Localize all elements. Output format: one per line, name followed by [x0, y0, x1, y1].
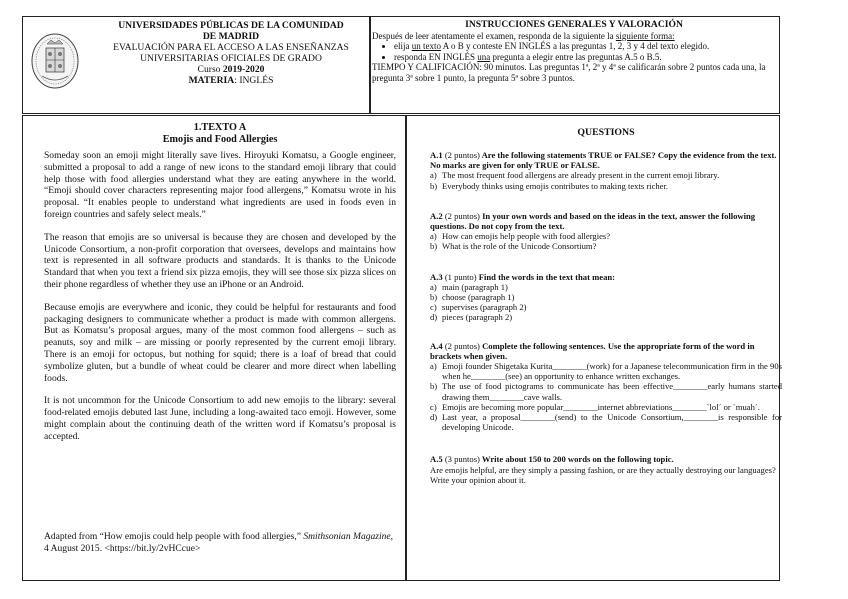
- text-source: [44, 531, 396, 555]
- course-value: 2019-2020: [222, 64, 265, 75]
- intro-underlined: siguiente forma:: [615, 30, 675, 41]
- list-item: c) Emojis are becoming more popular________internet abbreviations________`lol´ or `muah´.: [430, 401, 760, 412]
- instruction-bullet-2: • responda EN INGLÉS una pregunta a elegir entre las preguntas A.5 o B.5.: [394, 52, 776, 63]
- instructions-intro: [372, 31, 776, 42]
- questions-title: QUESTIONS: [577, 127, 635, 138]
- instructions-list: [372, 41, 776, 62]
- text-a-subtitle: Emojis and Food Allergies: [162, 134, 278, 145]
- exam-line2: UNIVERSITARIAS OFICIALES DE GRADO: [140, 53, 322, 64]
- question-a5-body: Are emojis helpful, are they simply a passing fashion, or are they actually destroying our languages? Write your opinion about it.: [430, 464, 776, 485]
- list-item: d) pieces (paragraph 2): [430, 312, 513, 323]
- paragraph-4: It is not uncommon for the Unicode Consortium to add new emojis to the library: several food-related emojis debuted last June, including a long-awaited taco emoji. However, some might complain about the continuing death of the written word if Komatsu’s proposal is accepted.: [44, 395, 396, 442]
- question-a4: A.4 (2 puntos) Complete the following sentences. Use the appropriate form of the word in brackets when given. a) Emoji founder Shigetaka Kurita________(work) for a Japanese telecommunication firm in the 90s when he________(see) an opportunity to enhance written exchanges. b) The use of food pictograms to communicate has been effective________early humans started drawing them________cave walls. c) Emojis are becoming more popular________internet abbreviations________`lol´ or `muah´. d) Last year, a proposal________(send) to the Unicode Consortium,________is responsible for developing Unicode.: [430, 340, 782, 433]
- exam-line1: EVALUACIÓN PARA EL ACCESO A LAS ENSEÑANZAS: [113, 42, 349, 53]
- list-item: b) Everybody thinks using emojis contributes to making texts richer.: [430, 180, 669, 191]
- list-item: b) What is the role of the Unicode Consortium?: [430, 241, 597, 252]
- source-publication: Smithsonian Magazine: [303, 531, 391, 542]
- header-instructions-block: [372, 20, 776, 84]
- text-a-body: [44, 150, 396, 454]
- question-a3: A.3 (1 punto) Find the words in the text that mean: a) main (paragraph 1) b) choose (paragraph 1) c) supervises (paragraph 2) d) pieces (paragraph 2): [430, 272, 782, 323]
- text-a-title: 1.TEXTO A: [193, 122, 247, 133]
- list-item: d) Last year, a proposal________(send) to the Unicode Consortium,________is responsible for developing Unicode.: [430, 412, 782, 433]
- text-a-heading: [44, 122, 396, 146]
- question-a5: A.5 (3 puntos) Write about 150 to 200 words on the following topic. Are emojis helpful, are they simply a passing fashion, or are they actually destroying our languages? Write your opinion about it.: [430, 454, 782, 485]
- list-item: a) main (paragraph 1): [430, 281, 508, 292]
- paragraph-1: Someday soon an emoji might literally save lives. Hiroyuki Komatsu, a Google engineer, submitted a proposal to add a range of new icons to the standard emoji library that could help those with food allergies understand what they are eating anywhere in the world. “Emoji should cover characters representing major food allergens,” Komatsu wrote in his proposal. “It enables people to understand what ingredients are used in foods even in foreign countries and safely select meals.”: [44, 150, 396, 220]
- questions-list: [430, 150, 782, 498]
- header-university-block: [100, 20, 362, 86]
- paragraph-2: The reason that emojis are so universal is because they are chosen and developed by the Unicode Consortium, a non-profit corporation that oversees, develops and maintains how text is represented in all software products and standards. It is thanks to the Unicode Standard that when you text a friend six pizza emojis, they will see those six pizza slices on their phone regardless of whether they use an iPhone or an Android.: [44, 231, 396, 290]
- list-item: b) choose (paragraph 1): [430, 292, 515, 303]
- university-line2: DE MADRID: [202, 31, 260, 42]
- list-item: a) How can emojis help people with food allergies?: [430, 231, 611, 242]
- question-a2: A.2 (2 puntos) In your own words and based on the ideas in the text, answer the following questions. Do not copy from the text. a) How can emojis help people with food allergies? b) What is the role of the Unicode Consortium?: [430, 211, 782, 252]
- university-line1: UNIVERSIDADES PÚBLICAS DE LA COMUNIDAD: [118, 20, 344, 31]
- list-item: a) The most frequent food allergens are already present in the current emoji library.: [430, 170, 720, 181]
- course-line: [100, 64, 362, 75]
- source-suffix: , 4 August 2015. <https://bit.ly/2vHCcue>: [44, 531, 394, 554]
- subject-label: MATERIA: [188, 75, 235, 86]
- time-and-grading: TIEMPO Y CALIFICACIÓN: 90 minutos. Las preguntas 1ª, 2ª y 4ª se calificarán sobre 2 puntos cada una, la pregunta 3ª sobre 1 punto, la pregunta 5ª sobre 3 puntos.: [372, 62, 766, 83]
- source-prefix: Adapted from “How emojis could help people with food allergies,”: [44, 531, 304, 542]
- list-item: a) Emoji founder Shigetaka Kurita________(work) for a Japanese telecommunication firm in the 90s when he________(see) an opportunity to enhance written exchanges.: [430, 361, 782, 382]
- paragraph-3: Because emojis are everywhere and iconic, they could be helpful for restaurants and food packaging designers to communicate whether a product is made with common allergens. But as Komatsu’s proposal argues, many of the most common food allergens – such as peanuts, soy and milk – are missing or poorly represented by the current emoji library. There is an emoji for octopus, but nothing for squid; there is a loaf of bread that could symbolize gluten, but a bundle of wheat could be clearer and more direct when labelling foods.: [44, 301, 396, 384]
- list-item: c) supervises (paragraph 2): [430, 302, 527, 313]
- instructions-title: INSTRUCCIONES GENERALES Y VALORACIÓN: [465, 19, 683, 30]
- course-label: Curso: [197, 64, 221, 75]
- university-seal-icon: [30, 32, 80, 90]
- subject-line: MATERIA: INGLÉS: [188, 75, 274, 86]
- list-item: b) The use of food pictograms to communicate has been effective________early humans started drawing them________cave walls.: [430, 381, 782, 402]
- question-a1: A.1 (2 puntos) Are the following statements TRUE or FALSE? Copy the evidence from the text. No marks are given for only TRUE or FALSE. a) The most frequent food allergens are already present in the current emoji library. b) Everybody thinks using emojis contributes to making texts richer.: [430, 150, 782, 191]
- intro-text: Después de leer atentamente el examen, responda de la siguiente la: [372, 30, 616, 41]
- instruction-bullet-1: • elija un texto A o B y conteste EN INGLÉS a las preguntas 1, 2, 3 y 4 del texto elegido.: [394, 41, 776, 52]
- subject-value: INGLÉS: [239, 75, 274, 86]
